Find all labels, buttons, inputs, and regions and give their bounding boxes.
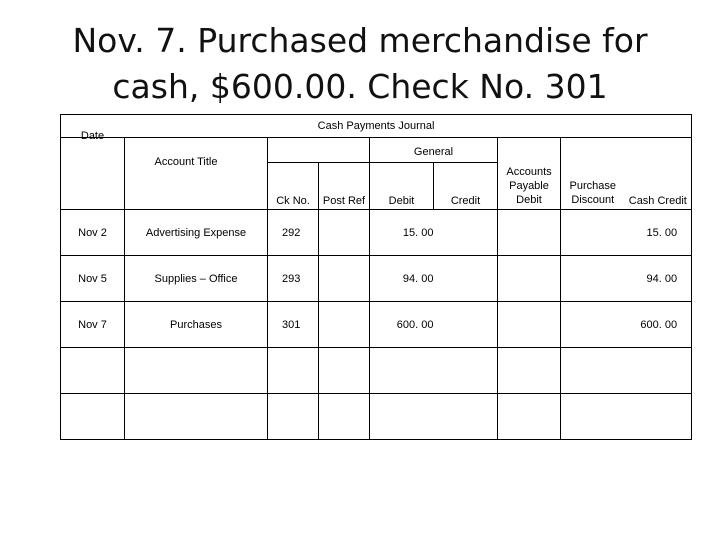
row-credit <box>434 210 498 256</box>
ck-no-label: Ck No. <box>276 195 310 207</box>
row-cash-credit: 600. 00 <box>625 302 692 348</box>
row-account: Supplies – Office <box>125 256 268 302</box>
post-ref-header <box>319 163 370 210</box>
table-row <box>61 302 692 348</box>
row-debit <box>370 348 434 394</box>
row-ap-debit <box>498 210 561 256</box>
post-ref-spacer-top <box>319 138 370 163</box>
row-account: Advertising Expense <box>125 210 268 256</box>
cash-credit-header <box>625 138 692 210</box>
row-pd-credit <box>561 256 625 302</box>
row-date: Nov 7 <box>61 302 125 348</box>
row-credit <box>434 394 498 440</box>
row-credit <box>434 256 498 302</box>
general-header <box>370 138 498 163</box>
row-cash-credit: 94. 00 <box>625 256 692 302</box>
general-credit-header <box>434 163 498 210</box>
row-pd-credit <box>561 348 625 394</box>
general-label: General <box>413 146 454 158</box>
post-ref-label: Post Ref <box>322 195 366 207</box>
general-debit-header <box>370 163 434 210</box>
purchase-discount-label: Purchase Discount <box>569 180 616 206</box>
account-title-header-label: Account Title <box>154 155 218 168</box>
row-ck-no: 301 <box>268 302 319 348</box>
row-ap-debit <box>498 394 561 440</box>
row-debit: 15. 00 <box>370 210 434 256</box>
row-post-ref <box>319 348 370 394</box>
accounts-payable-debit-header <box>498 138 561 210</box>
row-credit <box>434 302 498 348</box>
row-date: Nov 2 <box>61 210 125 256</box>
row-ck-no <box>268 348 319 394</box>
title-line-2: cash, $600.00. Check No. 301 <box>112 67 608 106</box>
row-debit <box>370 394 434 440</box>
row-post-ref <box>319 210 370 256</box>
purchase-discount-credit-header <box>561 138 625 210</box>
row-pd-credit <box>561 210 625 256</box>
journal-title-cell <box>61 115 692 138</box>
row-ap-debit <box>498 348 561 394</box>
row-date: Nov 5 <box>61 256 125 302</box>
row-ck-no <box>268 394 319 440</box>
row-cash-credit <box>625 394 692 440</box>
row-post-ref <box>319 394 370 440</box>
general-header-row <box>61 138 692 163</box>
date-header-label: Date <box>80 130 105 142</box>
row-account: Purchases <box>125 302 268 348</box>
row-cash-credit <box>625 348 692 394</box>
row-pd-credit <box>561 394 625 440</box>
table-row <box>61 348 692 394</box>
table-row <box>61 210 692 256</box>
ck-no-spacer-top <box>268 138 319 163</box>
row-ap-debit <box>498 256 561 302</box>
account-title-header <box>125 138 268 210</box>
title-line-1: Nov. 7. Purchased merchandise for <box>72 21 648 60</box>
date-header <box>61 130 125 210</box>
row-account <box>125 394 268 440</box>
row-post-ref <box>319 256 370 302</box>
journal-title: Cash Payments Journal <box>317 119 435 132</box>
table-row <box>61 256 692 302</box>
slide-title <box>0 18 720 110</box>
cash-payments-journal <box>60 114 692 440</box>
journal-title-row <box>61 115 692 138</box>
row-credit <box>434 348 498 394</box>
row-ck-no: 293 <box>268 256 319 302</box>
row-pd-credit <box>561 302 625 348</box>
accounts-payable-debit-label: Accounts Payable Debit <box>506 166 552 206</box>
row-debit: 94. 00 <box>370 256 434 302</box>
row-cash-credit: 15. 00 <box>625 210 692 256</box>
row-ck-no: 292 <box>268 210 319 256</box>
row-date <box>61 394 125 440</box>
row-account <box>125 348 268 394</box>
cash-credit-label: Cash Credit <box>628 195 687 207</box>
row-date <box>61 348 125 394</box>
general-credit-label: Credit <box>450 195 481 207</box>
row-post-ref <box>319 302 370 348</box>
general-debit-label: Debit <box>388 195 415 207</box>
ck-no-header <box>268 163 319 210</box>
row-ap-debit <box>498 302 561 348</box>
row-debit: 600. 00 <box>370 302 434 348</box>
table-row <box>61 394 692 440</box>
